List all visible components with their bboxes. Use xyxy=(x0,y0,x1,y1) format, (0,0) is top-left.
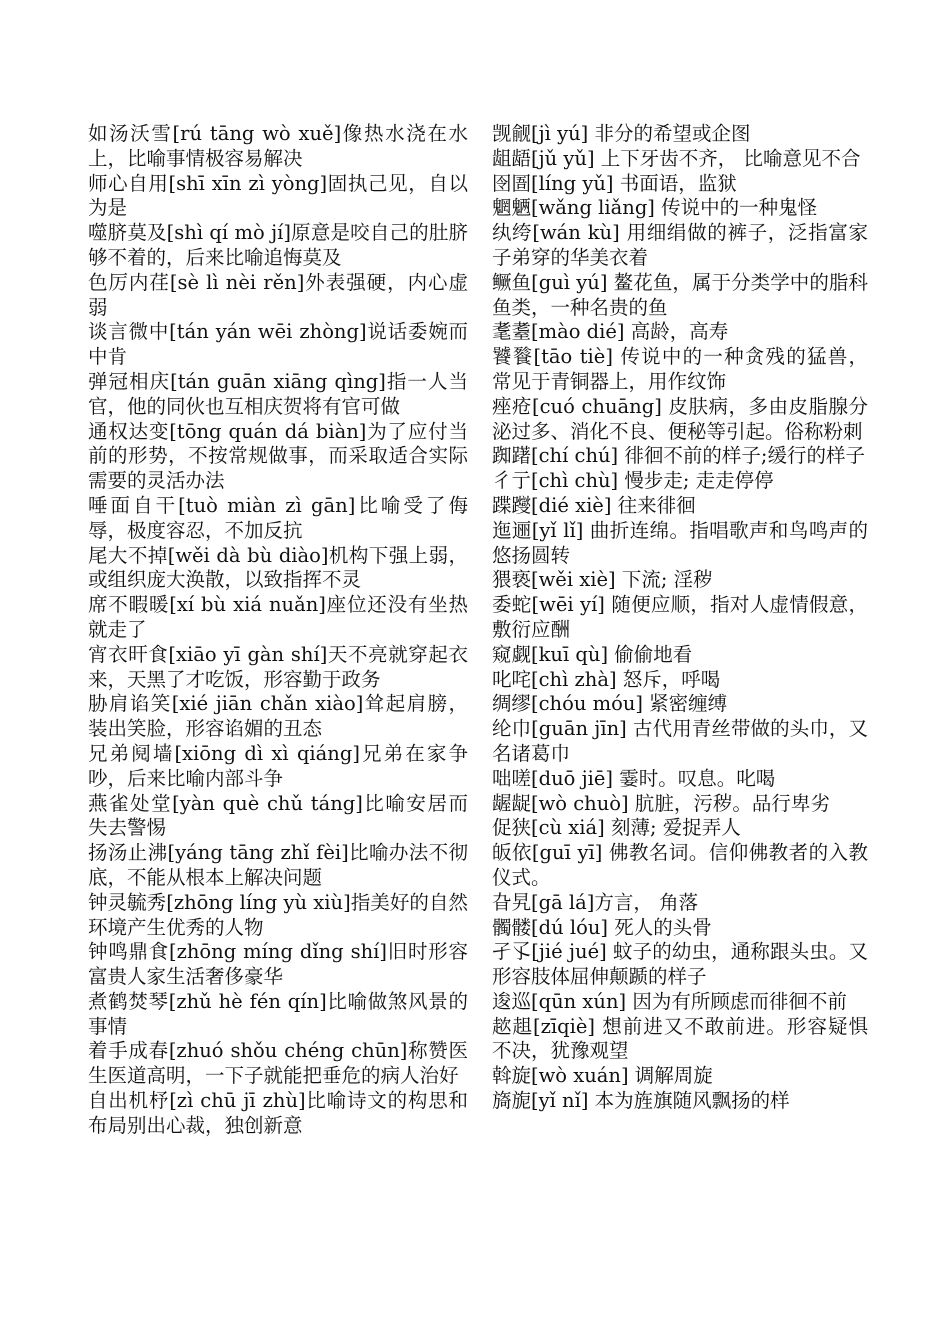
idiom-entry: 髑髅[dú lóu] 死人的头骨 xyxy=(492,915,712,939)
idiom-entry: 蹀躞[dié xiè] 往来徘徊 xyxy=(492,493,696,517)
idiom-entry: 窥觑[kuī qù] 偷偷地看 xyxy=(492,642,693,666)
idiom-entry: 弹冠相庆[tán guān xiāng qìng]指一人当官，他的同伙也互相庆贺将有官可做 xyxy=(88,369,468,418)
idiom-entry: 趑趄[zīqiè] 想前进又不敢前进。形容疑惧不决，犹豫观望 xyxy=(492,1014,868,1063)
idiom-entry: 囹圄[líng yǔ] 书面语，监狱 xyxy=(492,171,737,195)
idiom-entry: 迤逦[yǐ lǐ] 曲折连绵。指唱歌声和鸟鸣声的悠扬圆转 xyxy=(492,518,868,567)
idiom-entry: 尾大不掉[wěi dà bù diào]机构下强上弱，或组织庞大涣散，以致指挥不灵 xyxy=(88,543,468,592)
idiom-entry: 兄弟阋墙[xiōng dì xì qiáng]兄弟在家争吵，后来比喻内部斗争 xyxy=(88,741,468,790)
idiom-entry: 如汤沃雪[rú tāng wò xuě]像热水浇在水上，比喻事情极容易解决 xyxy=(88,122,468,170)
idiom-entry: 孑孓[jié jué] 蚊子的幼虫，通称跟头虫。又形容肢体屈伸颠踬的样子 xyxy=(492,940,868,989)
idiom-entry: 纶巾[guān jīn] 古代用青丝带做的头巾，又名诸葛巾 xyxy=(492,717,868,765)
idiom-entry: 唾面自干[tuò miàn zì gān]比喻受了侮辱，极度容忍，不加反抗 xyxy=(88,493,468,542)
idiom-entry: 逡巡[qūn xún] 因为有所顾虑而徘徊不前 xyxy=(492,989,847,1013)
idiom-entry: 猥亵[wěi xiè] 下流; 淫秽 xyxy=(492,568,713,592)
idiom-entry: 通权达变[tōng quán dá biàn]为了应付当前的形势，不按常规做事，而采取适合实际需要的灵活办法 xyxy=(88,419,468,493)
idiom-entry: 钟灵毓秀[zhōng líng yù xiù]指美好的自然环境产生优秀的人物 xyxy=(88,890,468,939)
idiom-entry: 委蛇[wēi yí] 随便应顺，指对人虚情假意，敷衍应酬 xyxy=(492,593,868,641)
idiom-entry: 魍魉[wǎng liǎng] 传说中的一种鬼怪 xyxy=(492,196,818,220)
idiom-entry: 龌龊[wò chuò] 肮脏，污秽。品行卑劣 xyxy=(492,791,830,815)
idiom-entry: 师心自用[shī xīn zì yòng]固执己见，自以为是 xyxy=(88,171,468,220)
idiom-entry: 胁肩谄笑[xié jiān chǎn xiào]耸起肩膀，装出笑脸，形容谄媚的丑态 xyxy=(88,692,468,741)
idiom-entry: 席不暇暖[xí bù xiá nuǎn]座位还没有坐热就走了 xyxy=(88,593,468,641)
idiom-entry: 耄耋[mào dié] 高龄，高寿 xyxy=(492,320,729,344)
idiom-entry: 色厉内荏[sè lì nèi rěn]外表强硬，内心虚弱 xyxy=(88,270,468,319)
idiom-entry: 噬脐莫及[shì qí mò jí]原意是咬自己的肚脐够不着的，后来比喻追悔莫及 xyxy=(88,221,468,269)
idiom-entry: 扬汤止沸[yáng tāng zhǐ fèi]比喻办法不彻底，不能从根本上解决问题 xyxy=(88,841,468,889)
idiom-entry: 自出机杼[zì chū jī zhù]比喻诗文的构思和布局别出心裁，独创新意 xyxy=(88,1089,468,1137)
idiom-entry: 咄嗟[duō jiē] 霎时。叹息。叱喝 xyxy=(492,766,776,790)
idiom-entry: 叱咤[chì zhà] 怒斥，呼喝 xyxy=(492,667,721,691)
idiom-entry: 觊觎[jì yú] 非分的希望或企图 xyxy=(492,122,751,145)
idiom-entry: 痤疮[cuó chuāng] 皮肤病，多由皮脂腺分泌过多、消化不良、便秘等引起。俗称粉刺 xyxy=(492,394,868,443)
idiom-entry: 纨绔[wán kù] 用细绢做的裤子，泛指富家子弟穿的华美衣着 xyxy=(492,221,868,269)
idiom-entry: 彳亍[chì chù] 慢步走; 走走停停 xyxy=(492,469,774,493)
idiom-entry: 旖旎[yǐ nǐ] 本为旌旗随风飘扬的样 xyxy=(492,1089,790,1113)
idiom-entry: 促狭[cù xiá] 刻薄; 爱捉弄人 xyxy=(492,816,741,840)
idiom-entry: 谈言微中[tán yán wēi zhòng]说话委婉而中肯 xyxy=(88,320,468,369)
idiom-entry: 燕雀处堂[yàn què chǔ táng]比喻安居而失去警惕 xyxy=(88,791,468,840)
idiom-entry: 龃龉[jǔ yǔ] 上下牙齿不齐， 比喻意见不合 xyxy=(492,146,861,170)
idiom-entry: 着手成春[zhuó shǒu chéng chūn]称赞医生医道高明，一下子就能把垂危的病人治好 xyxy=(88,1039,468,1088)
idiom-entry: 绸缪[chóu móu] 紧密缠缚 xyxy=(492,692,728,716)
idiom-entry: 饕餮[tāo tiè] 传说中的一种贪残的猛兽，常见于青铜器上，用作纹饰 xyxy=(492,345,868,393)
idiom-entry: 踟躇[chí chú] 徘徊不前的样子;缓行的样子 xyxy=(492,444,865,468)
right-column xyxy=(492,122,868,1114)
left-column xyxy=(88,122,468,1139)
idiom-entry: 旮旯[gā lá]方言， 角落 xyxy=(492,890,699,914)
idiom-entry: 钟鸣鼎食[zhōng míng dǐng shí]旧时形容富贵人家生活奢侈豪华 xyxy=(88,940,468,989)
idiom-entry: 煮鹤焚琴[zhǔ hè fén qín]比喻做煞风景的事情 xyxy=(88,989,468,1038)
idiom-entry: 宵衣旰食[xiāo yī gàn shí]天不亮就穿起衣来，天黑了才吃饭，形容勤于政务 xyxy=(88,642,468,691)
idiom-entry: 鳜鱼[guì yú] 鳌花鱼，属于分类学中的脂科鱼类，一种名贵的鱼 xyxy=(492,270,868,319)
idiom-entry: 斡旋[wò xuán] 调解周旋 xyxy=(492,1064,713,1088)
idiom-entry: 皈依[guī yī] 佛教名词。信仰佛教者的入教仪式。 xyxy=(492,841,868,889)
